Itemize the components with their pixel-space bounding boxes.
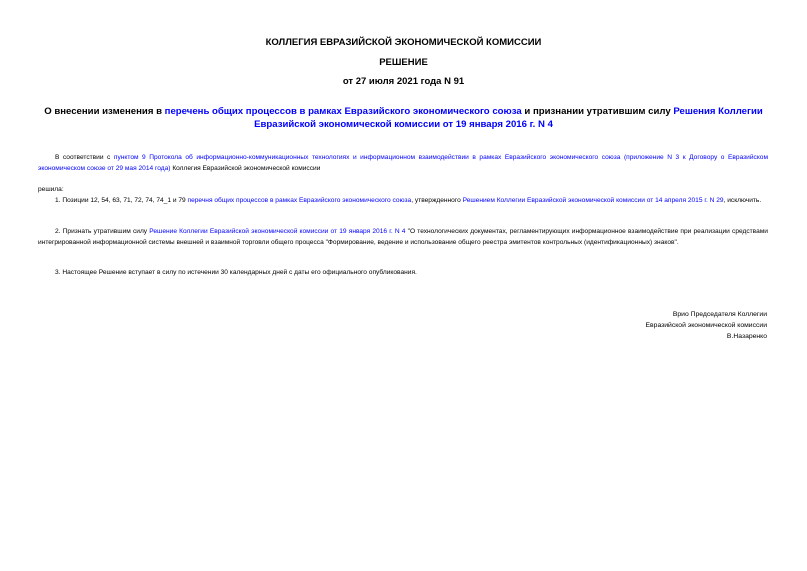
item-1-text-3: , исключить.	[723, 197, 762, 204]
preamble-text-2: Коллегия Евразийской экономической комиссии	[170, 164, 321, 172]
item-1-link-list[interactable]: перечня общих процессов в рамках Евразийского экономического союза	[187, 197, 412, 204]
item-1-text-1: 1. Позиции 12, 54, 63, 71, 72, 74, 74_1 и 79	[55, 197, 188, 204]
issuing-body: КОЛЛЕГИЯ ЕВРАЗИЙСКОЙ ЭКОНОМИЧЕСКОЙ КОМИССИИ	[265, 37, 542, 48]
item-1-text-2: , утвержденного	[411, 197, 463, 204]
item-2-text-1: 2. Признать утратившим силу	[55, 228, 150, 235]
title-text-2: и признании утратившим силу	[521, 106, 674, 117]
item-3-paragraph: 3. Настоящее Решение вступает в силу по истечении 30 календарных дней с даты его официального опубликования.	[55, 269, 417, 276]
item-2-paragraph	[38, 227, 768, 248]
document-date-number: от 27 июля 2021 года N 91	[342, 76, 465, 87]
preamble-text-1: В соответствии с	[55, 154, 114, 161]
item-2-text-2: "О технологических документах, регламентирующих информационное взаимодействие при реализации средствами интегрированной информационной системы внешней и взаимной торговли общего процесса "Формирование, ведение и использование общего реестра эмитентов контрольных (идентификационных) знаков".	[38, 228, 768, 246]
preamble-paragraph	[38, 153, 768, 174]
title-link-decision-2016[interactable]: Решения Коллегии Евразийской экономической комиссии от 19 января 2016 г. N 4	[254, 106, 763, 130]
signature-position: Врио Председателя Коллегии	[672, 311, 767, 318]
document-type: РЕШЕНИЕ	[379, 57, 428, 68]
document-title	[35, 106, 772, 131]
title-text-1: О внесении изменения в	[44, 106, 165, 117]
preamble-link-protocol[interactable]: пунктом 9 Протокола об информационно-коммуникационных технологиях и информационном взаимодействии в рамках Евразийского экономического союза (приложение N 3 к Договору о Евразийском экономическом союзе от 29 мая 2014 года)	[38, 154, 769, 172]
signature-block	[560, 309, 767, 343]
item-1-paragraph	[38, 196, 768, 207]
title-link-common-processes[interactable]: перечень общих процессов в рамках Евразийского экономического союза	[164, 106, 522, 117]
item-1-link-decision-2015[interactable]: Решением Коллегии Евразийской экономической комиссии от 14 апреля 2015 г. N 29	[462, 197, 724, 204]
signature-organization: Евразийской экономической комиссии	[645, 322, 767, 330]
item-2-link-decision-2016[interactable]: Решение Коллегии Евразийской экономической комиссии от 19 января 2016 г. N 4	[149, 228, 406, 235]
decided-paragraph: решила:	[38, 186, 64, 193]
signature-name: В.Назаренко	[726, 333, 767, 341]
